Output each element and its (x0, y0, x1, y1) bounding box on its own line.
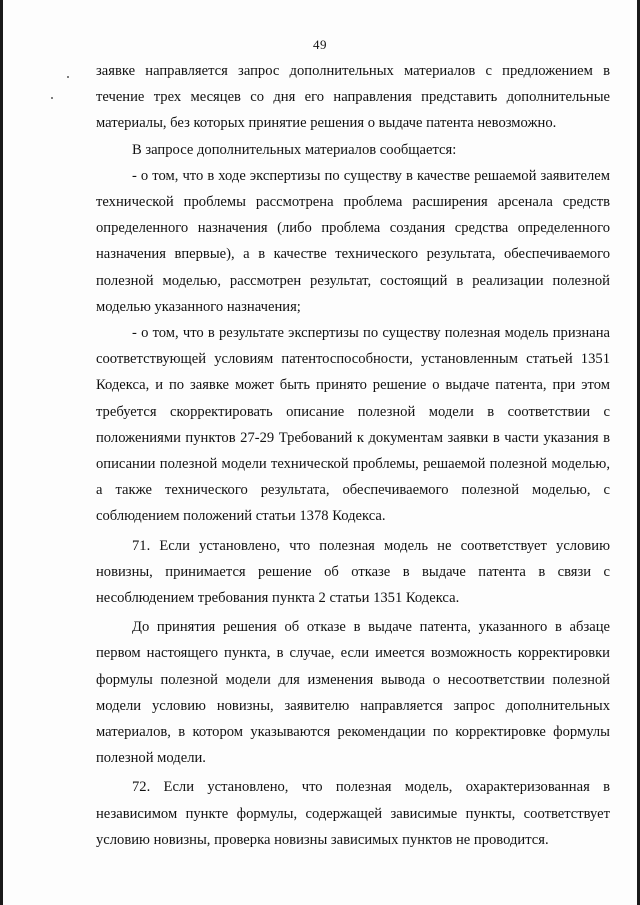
paragraph-clause-71: 71. Если установлено, что полезная модель не соответствует условию новизны, принимается решение об отказе в выдаче патента в связи с несоблюдением требования пункта 2 статьи 1351 Кодекса. (96, 537, 610, 607)
paragraph-clause-72: 72. Если установлено, что полезная модель, охарактеризованная в независимом пункте формулы, содержащей зависимые пункты, соответствует условию новизны, проверка новизны зависимых пунктов не проводится. (96, 779, 610, 848)
page-number: 49 (313, 37, 327, 52)
paragraph-continuation: заявке направляется запрос дополнительных материалов с предложением в течение трех месяцев со дня его направления представить дополнительные материалы, без которых принятие решения о выдаче патента невозможно. (96, 63, 610, 132)
scan-speck (67, 76, 69, 78)
paragraph-list-item: - о том, что в ходе экспертизы по существу в качестве решаемой заявителем технической проблемы рассмотрена проблема расширения арсенала средств определенного назначения (либо проблема создания средства определенного назначения впервые), а в качестве технического результата, обеспечиваемого полезной моделью, рассмотрен результат, состоящий в реализации полезной моделью указанного назначения; (96, 167, 610, 315)
scan-edge-left (0, 0, 3, 905)
paragraph-clause-71-continued: До принятия решения об отказе в выдаче патента, указанного в абзаце первом настоящего пункта, в случае, если имеется возможность корректировки формулы полезной модели для изменения вывода о несоответствии полезной модели условию новизны, заявителю направляется запрос дополнительных материалов, в котором указываются рекомендации по корректировке формулы полезной модели. (96, 619, 610, 767)
paragraph-list-item: - о том, что в результате экспертизы по существу полезная модель признана соответствующей условиям патентоспособности, установленным статьей 1351 Кодекса, и по заявке может быть принято решение о выдаче патента, при этом требуется скорректировать описание полезной модели в соответствии с положениями пунктов 27-29 Требований к документам заявки в части указания в описании полезной модели технической проблемы, решаемой полезной моделью, а также технического результата, обеспечиваемого полезной моделью, с соблюдением положений статьи 1378 Кодекса. (96, 325, 610, 525)
document-body (96, 58, 610, 853)
scan-speck (51, 97, 53, 99)
paragraph-request-intro: В запросе дополнительных материалов сообщается: (132, 141, 457, 158)
